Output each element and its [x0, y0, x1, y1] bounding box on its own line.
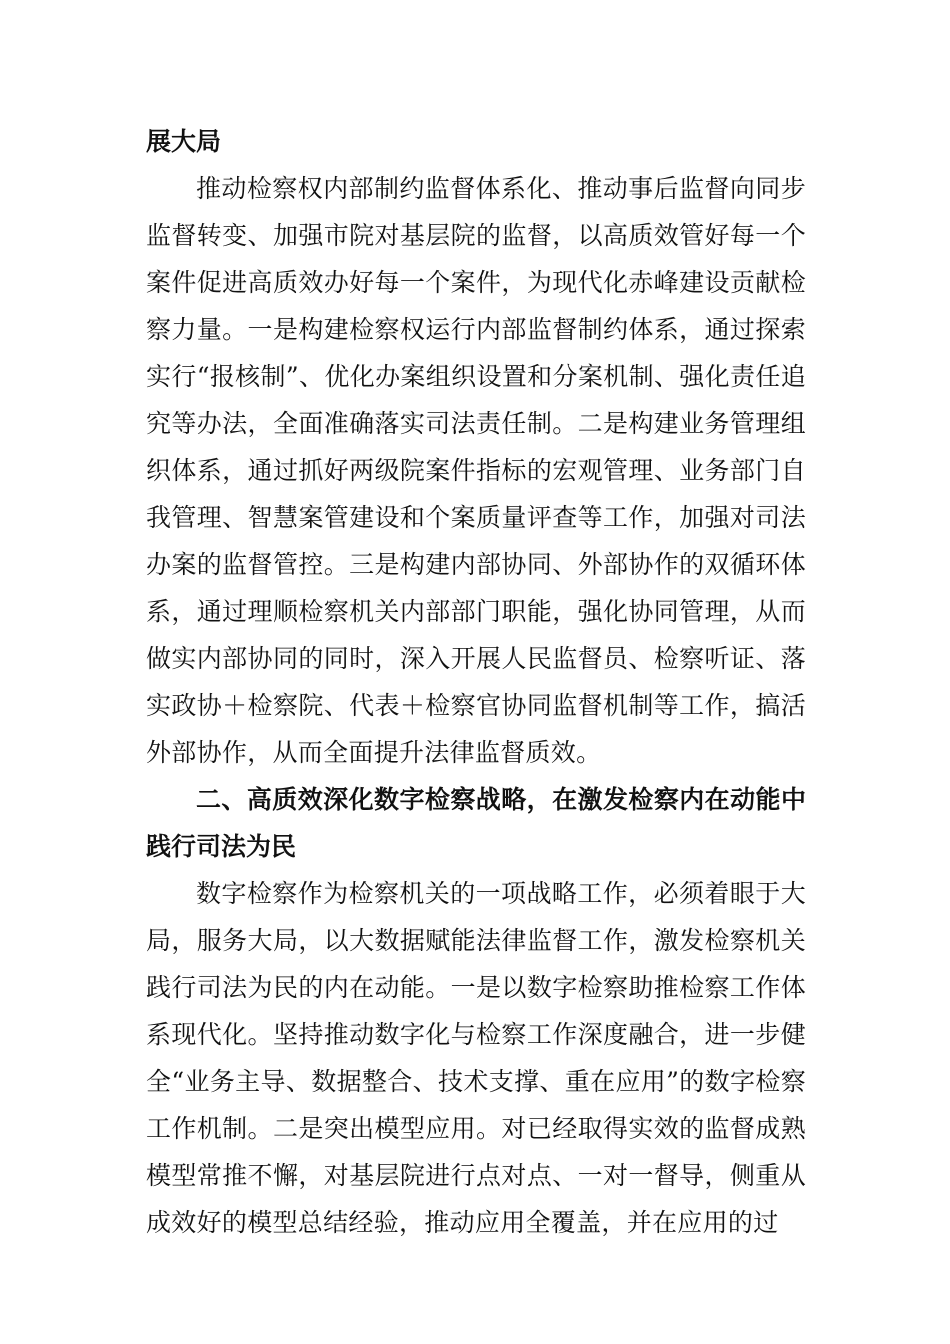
paragraph-digital-procuratorate: 数字检察作为检察机关的一项战略工作，必须着眼于大局，服务大局，以大数据赋能法律监督工作，激发检察机关践行司法为民的内在动能。一是以数字检察助推检察工作体系现代化。坚持推动数字化与检察工作深度融合，进一步健全“业务主导、数据整合、技术支撑、重在应用”的数字检察工作机制。二是突出模型应用。对已经取得实效的监督成熟模型常推不懈，对基层院进行点对点、一对一督导，侧重从成效好的模型总结经验，推动应用全覆盖，并在应用的过 — [146, 879, 806, 1237]
document-page — [146, 118, 806, 1246]
section-heading-digital-procuratorate: 二、高质效深化数字检察战略，在激发检察内在动能中践行司法为民 — [146, 785, 806, 861]
paragraph-internal-supervision: 推动检察权内部制约监督体系化、推动事后监督向同步监督转变、加强市院对基层院的监督，以高质效管好每一个案件促进高质效办好每一个案件，为现代化赤峰建设贡献检察力量。一是构建检察权运行内部监督制约体系，通过探索实行“报核制”、优化办案组织设置和分案机制、强化责任追究等办法，全面准确落实司法责任制。二是构建业务管理组织体系，通过抓好两级院案件指标的宏观管理、业务部门自我管理、智慧案管建设和个案质量评查等工作，加强对司法办案的监督管控。三是构建内部协同、外部协作的双循环体系，通过理顺检察机关内部部门职能，强化协同管理，从而做实内部协同的同时，深入开展人民监督员、检察听证、落实政协＋检察院、代表＋检察官协同监督机制等工作，搞活外部协作，从而全面提升法律监督质效。 — [146, 174, 806, 767]
continued-heading: 展大局 — [146, 127, 222, 156]
